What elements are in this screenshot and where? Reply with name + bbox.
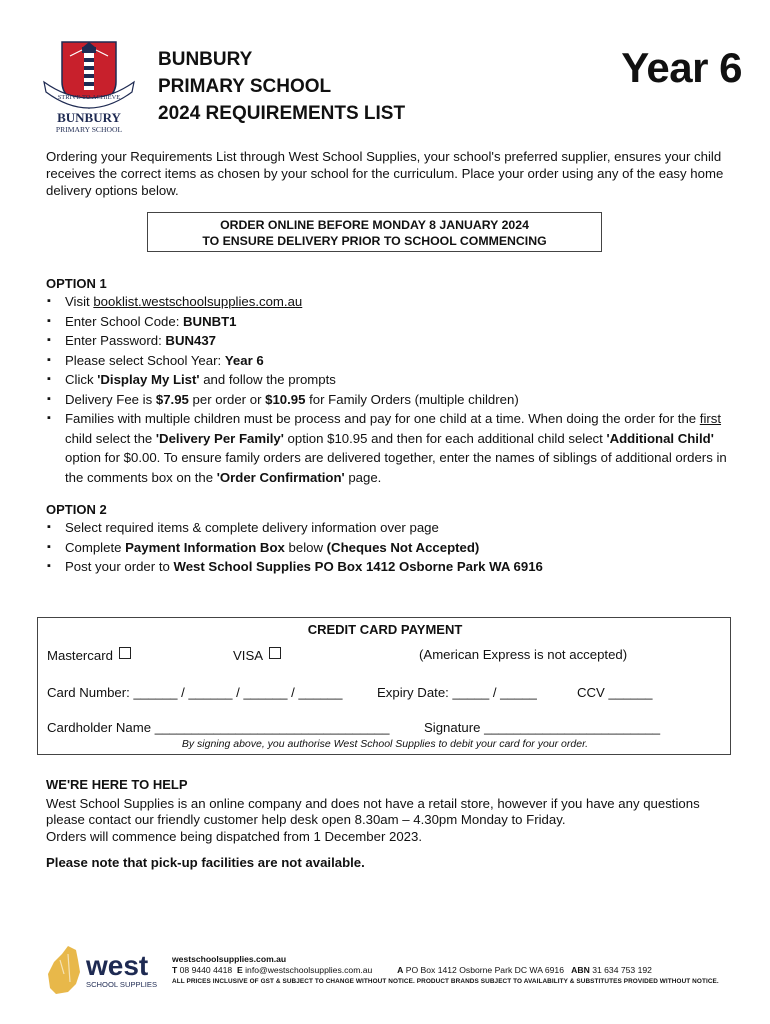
option-1-password bbox=[46, 331, 736, 351]
logo-word: west bbox=[86, 950, 149, 981]
option-1-click bbox=[46, 370, 736, 390]
order-deadline-line-2: TO ENSURE DELIVERY PRIOR TO SCHOOL COMMENCING bbox=[202, 234, 547, 248]
password-label: Enter Password: bbox=[65, 333, 166, 348]
address-label: A bbox=[397, 965, 404, 975]
footer-address: PO Box 1412 Osborne Park DC WA 6916 bbox=[405, 965, 564, 975]
cardholder-name-field[interactable]: Cardholder Name ________________________________ bbox=[47, 720, 390, 735]
heading-line-1: BUNBURY bbox=[158, 49, 253, 70]
visa-checkbox[interactable] bbox=[269, 647, 281, 659]
dispatch-note: Orders will commence being dispatched from 1 December 2023. bbox=[46, 828, 423, 844]
intro-paragraph: Ordering your Requirements List through West School Supplies, your school's preferred supplier, ensures your child receives the correct items as chosen by your school for the curriculum. Place your order using any of the easy home delivery options below. bbox=[46, 149, 724, 198]
footer-contact bbox=[172, 954, 719, 987]
credit-card-title: CREDIT CARD PAYMENT bbox=[307, 622, 463, 637]
credit-card-disclaimer: By signing above, you authorise West School Supplies to debit your card for your order. bbox=[181, 738, 589, 750]
post-prefix: Post your order to bbox=[65, 559, 174, 574]
school-year-label: Please select School Year: bbox=[65, 352, 225, 368]
mastercard-label: Mastercard bbox=[47, 648, 113, 663]
help-paragraph: West School Supplies is an online company and does not have a retail store, however if you have any questions please contact our friendly customer help desk open 8.30am – 4.30pm Monday to Friday. bbox=[46, 795, 700, 827]
heading-line-3: 2024 REQUIREMENTS LIST bbox=[158, 103, 406, 124]
phone-label: T bbox=[172, 965, 178, 975]
post-address: West School Supplies PO Box 1412 Osborne Park WA 6916 bbox=[173, 559, 543, 574]
option-1-school-code bbox=[46, 312, 736, 332]
abn-label: ABN bbox=[571, 965, 590, 975]
fee-single: $7.95 bbox=[155, 391, 189, 407]
fee-suffix: for Family Orders (multiple children) bbox=[305, 391, 519, 407]
families-first: first bbox=[699, 411, 722, 426]
order-confirmation: 'Order Confirmation' bbox=[216, 469, 345, 485]
families-text-c: option $10.95 and then for each additional child select bbox=[283, 430, 607, 446]
credit-card-payment-box bbox=[37, 617, 731, 755]
cheques-not-accepted: (Cheques Not Accepted) bbox=[326, 539, 480, 555]
footer-email[interactable]: info@westschoolsupplies.com.au bbox=[245, 965, 373, 975]
families-text-e: page. bbox=[344, 469, 382, 485]
signature-field[interactable]: Signature ________________________ bbox=[424, 720, 661, 735]
west-school-supplies-logo bbox=[46, 944, 166, 996]
footer-website[interactable]: westschoolsupplies.com.au bbox=[172, 954, 287, 964]
families-text-a: Families with multiple children must be process and pay for one child at a time. When doing the order for the bbox=[65, 411, 700, 426]
amex-note: (American Express is not accepted) bbox=[419, 647, 628, 662]
school-crest-logo bbox=[40, 38, 138, 136]
click-suffix: and follow the prompts bbox=[199, 372, 336, 387]
footer-disclaimer: ALL PRICES INCLUSIVE OF GST & SUBJECT TO CHANGE WITHOUT NOTICE. PRODUCT BRANDS SUBJECT TO AVAILABILITY & SUBSTITUTES PROVIDED WITHOUT NOTICE. bbox=[172, 978, 719, 985]
payment-prefix: Complete bbox=[65, 539, 126, 555]
ccv-field[interactable]: CCV ______ bbox=[577, 685, 653, 700]
footer-contact-line bbox=[172, 965, 719, 976]
option-2-select-items: ▪ Select required items & complete delivery information over page bbox=[46, 518, 736, 538]
additional-child: 'Additional Child' bbox=[606, 430, 714, 446]
option-1-delivery-fee bbox=[46, 390, 736, 410]
option-2-title: OPTION 2 bbox=[46, 502, 107, 517]
email-label: E bbox=[237, 965, 243, 975]
delivery-per-family: 'Delivery Per Family' bbox=[155, 430, 284, 446]
payment-mid: below bbox=[284, 539, 327, 555]
fee-family: $10.95 bbox=[265, 391, 306, 407]
option-1-section bbox=[46, 276, 736, 487]
option-1-school-year bbox=[46, 351, 736, 371]
crest-name: BUNBURY bbox=[57, 110, 121, 125]
option-1-title: OPTION 1 bbox=[46, 276, 107, 291]
heading-line-2: PRIMARY SCHOOL bbox=[158, 76, 332, 97]
booklist-link[interactable]: booklist.westschoolsupplies.com.au bbox=[93, 294, 303, 309]
mastercard-option bbox=[47, 647, 131, 663]
expiry-date-field[interactable]: Expiry Date: _____ / _____ bbox=[377, 685, 537, 700]
footer-abn: 31 634 753 192 bbox=[592, 965, 652, 975]
option-1-families bbox=[46, 409, 736, 487]
help-section bbox=[46, 777, 736, 872]
visa-option bbox=[233, 647, 281, 663]
order-deadline-line-1: ORDER ONLINE BEFORE MONDAY 8 JANUARY 2024 bbox=[220, 218, 529, 232]
mastercard-checkbox[interactable] bbox=[119, 647, 131, 659]
password-value: BUN437 bbox=[165, 333, 216, 348]
help-title: WE'RE HERE TO HELP bbox=[46, 777, 188, 792]
visa-label: VISA bbox=[233, 648, 264, 663]
option-1-visit bbox=[46, 292, 736, 312]
fee-prefix: Delivery Fee is bbox=[65, 391, 156, 407]
crest-subtitle: PRIMARY SCHOOL bbox=[55, 125, 123, 134]
school-year-value: Year 6 bbox=[224, 352, 264, 368]
document-heading bbox=[158, 46, 405, 127]
crest-motto: STRIVE TO ACHIEVE bbox=[57, 94, 121, 101]
families-text-b: child select the bbox=[65, 430, 156, 446]
footer-phone: 08 9440 4418 bbox=[179, 965, 233, 975]
school-code-value: BUNBT1 bbox=[183, 313, 237, 329]
option-2-payment bbox=[46, 538, 736, 558]
families-text-d: option for $0.00. To ensure family orders are delivered together, enter the names of siblings of additional orders in the comments box on the bbox=[65, 450, 727, 485]
fee-mid: per order or bbox=[188, 391, 266, 407]
click-prefix: Click bbox=[65, 372, 98, 387]
card-number-field[interactable]: Card Number: ______ / ______ / ______ / ______ bbox=[47, 685, 343, 700]
payment-box-label: Payment Information Box bbox=[125, 539, 285, 555]
display-list-label: 'Display My List' bbox=[97, 372, 200, 387]
year-title: Year 6 bbox=[621, 44, 742, 91]
visit-prefix: Visit bbox=[65, 294, 94, 309]
option-2-post bbox=[46, 557, 736, 577]
logo-subtitle: SCHOOL SUPPLIES bbox=[86, 980, 158, 989]
school-code-label: Enter School Code: bbox=[65, 313, 184, 329]
option-2-section bbox=[46, 502, 736, 577]
order-deadline-box bbox=[147, 212, 602, 252]
pickup-note: Please note that pick-up facilities are not available. bbox=[46, 855, 365, 870]
